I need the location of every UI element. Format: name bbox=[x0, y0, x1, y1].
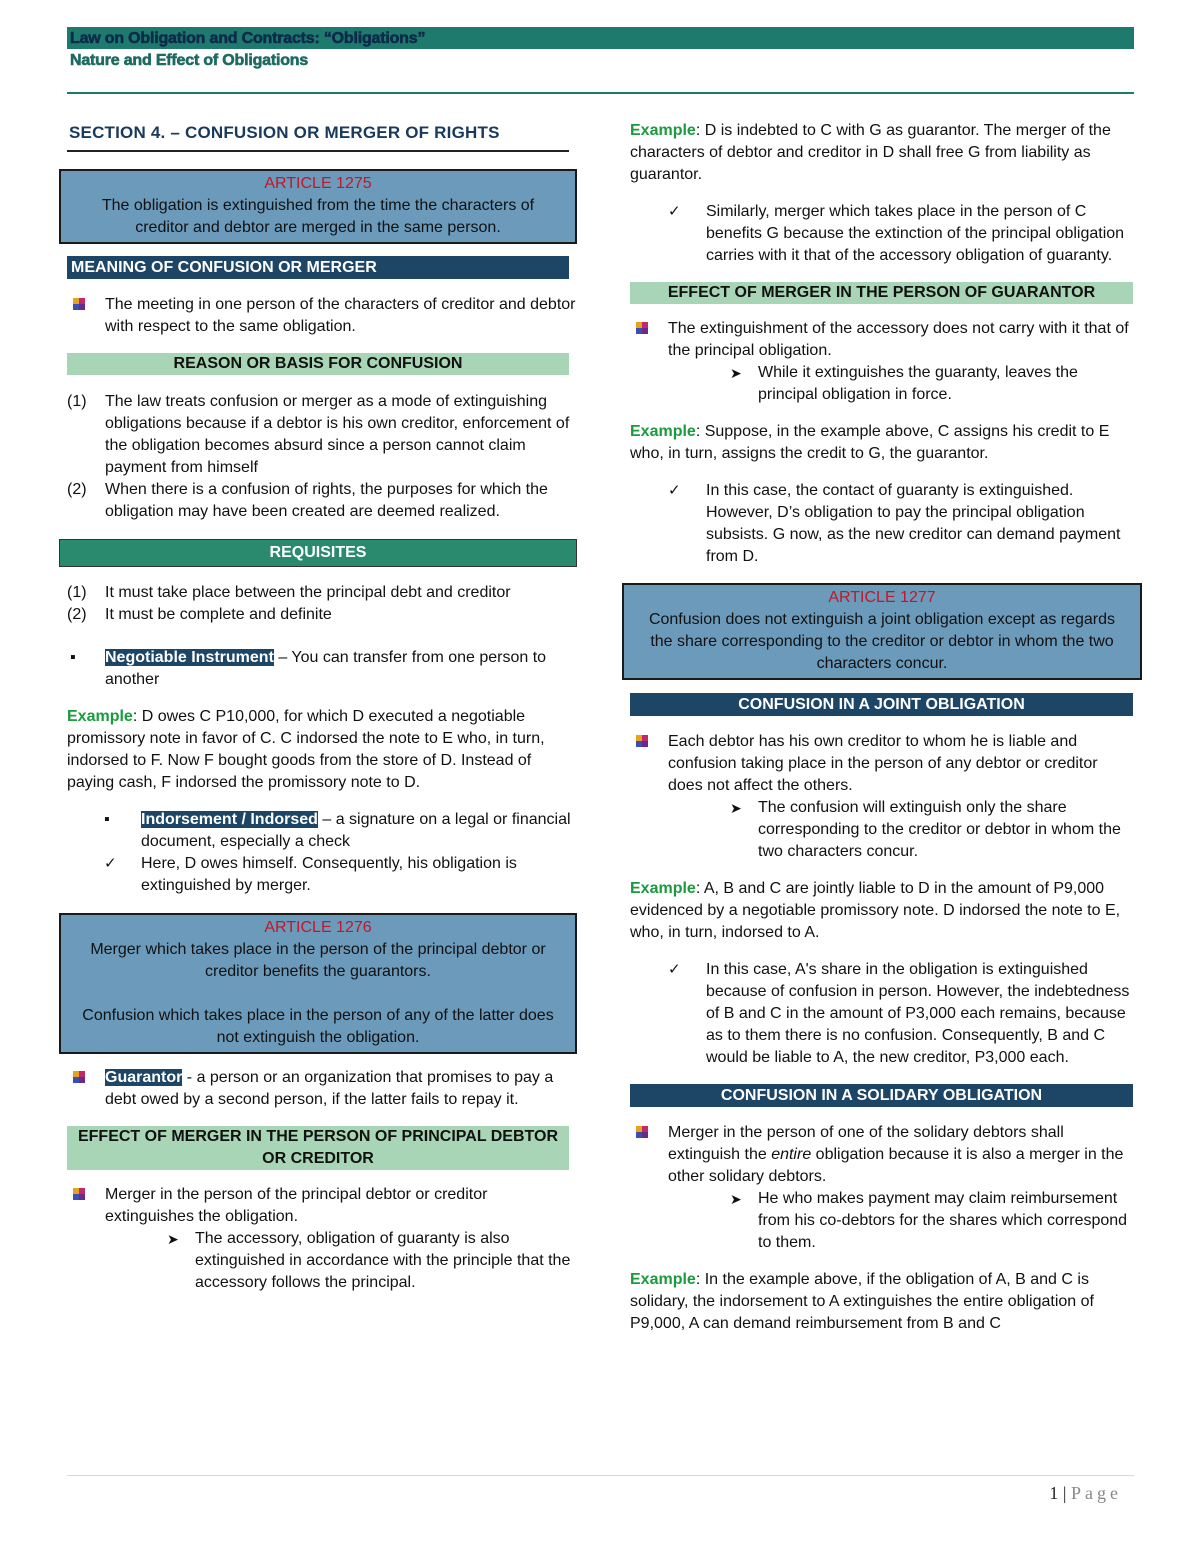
joint-heading: CONFUSION IN A JOINT OBLIGATION bbox=[630, 693, 1133, 716]
meaning-heading: MEANING OF CONFUSION OR MERGER bbox=[67, 256, 569, 279]
example-paragraph bbox=[630, 1269, 1135, 1335]
example-label: Example bbox=[630, 1271, 696, 1288]
article-text: The obligation is extinguished from the time the characters of creditor and debtor are merged in the same person. bbox=[101, 197, 535, 236]
check-text: Here, D owes himself. Consequently, his obligation is extinguished by merger. bbox=[141, 855, 517, 894]
effect-principal-heading: EFFECT OF MERGER IN THE PERSON OF PRINCIPAL DEBTOR OR CREDITOR bbox=[67, 1126, 569, 1170]
header-divider bbox=[67, 92, 1134, 94]
requisites-heading: REQUISITES bbox=[59, 539, 577, 567]
section-title: SECTION 4. – CONFUSION OR MERGER OF RIGHTS bbox=[67, 118, 569, 152]
article-label: ARTICLE 1276 bbox=[264, 919, 372, 936]
bullet-icon bbox=[67, 294, 105, 310]
right-column bbox=[630, 120, 1135, 1335]
example-label: Example bbox=[630, 122, 696, 139]
example-text: : In the example above, if the obligation of A, B and C is solidary, the indorsement to A extinguishes the entire obligation of P9,000, A can demand reimbursement from B and C bbox=[630, 1271, 1094, 1332]
bullet-icon bbox=[67, 1184, 105, 1200]
list-item bbox=[630, 480, 1135, 568]
article-1275-box bbox=[59, 169, 577, 244]
arrow-text: He who makes payment may claim reimbursement from his co-debtors for the shares which correspond to them. bbox=[758, 1190, 1128, 1251]
arrow-icon: ➤ bbox=[730, 1191, 742, 1207]
list-item bbox=[67, 809, 579, 853]
page-number: 1 bbox=[1049, 1483, 1059, 1503]
check-icon: ✓ bbox=[668, 482, 681, 499]
list-item bbox=[67, 1228, 579, 1294]
check-icon: ✓ bbox=[668, 203, 681, 220]
arrow-icon: ➤ bbox=[730, 800, 742, 816]
list-item bbox=[630, 797, 1135, 863]
arrow-text: While it extinguishes the guaranty, leaves the principal obligation in force. bbox=[758, 364, 1078, 403]
term-guarantor: Guarantor bbox=[105, 1069, 183, 1086]
check-text: Similarly, merger which takes place in the person of C benefits G because the extinction of the principal obligation carries with it that of the accessory obligation of guaranty. bbox=[706, 203, 1125, 264]
example-paragraph bbox=[67, 706, 579, 794]
document-subtitle: Nature and Effect of Obligations bbox=[70, 52, 309, 69]
term-definition: - a person or an organization that promises to pay a debt owed by a second person, if the latter fails to repay it. bbox=[105, 1069, 554, 1108]
bullet-icon bbox=[630, 1122, 668, 1138]
arrow-icon: ➤ bbox=[167, 1231, 179, 1247]
article-text: Confusion which takes place in the person of any of the latter does not extinguish the obligation. bbox=[82, 1007, 554, 1046]
reason-text: When there is a confusion of rights, the purposes for which the obligation may have been created are deemed realized. bbox=[105, 481, 548, 520]
list-item bbox=[630, 201, 1135, 267]
term-indorsement: Indorsement / Indorsed bbox=[141, 811, 318, 828]
effect-principal-text: Merger in the person of the principal debtor or creditor extinguishes the obligation. bbox=[105, 1186, 488, 1225]
list-number: (2) bbox=[67, 481, 87, 498]
article-1277-box bbox=[622, 583, 1142, 680]
list-item bbox=[67, 853, 579, 897]
check-icon: ✓ bbox=[104, 855, 117, 872]
square-bullet-icon: ▪ bbox=[104, 811, 110, 828]
requisite-text: It must be complete and definite bbox=[105, 606, 332, 623]
footer-separator: | bbox=[1058, 1483, 1071, 1503]
list-item bbox=[67, 1067, 579, 1111]
list-item bbox=[67, 1184, 579, 1228]
list-item bbox=[67, 604, 579, 626]
footer-divider bbox=[67, 1475, 1134, 1476]
example-text: : Suppose, in the example above, C assigns his credit to E who, in turn, assigns the credit to G, the guarantor. bbox=[630, 423, 1110, 462]
example-label: Example bbox=[67, 708, 133, 725]
arrow-text: The accessory, obligation of guaranty is also extinguished in accordance with the principle that the accessory follows the principal. bbox=[195, 1230, 571, 1291]
list-number: (1) bbox=[67, 393, 87, 410]
list-item bbox=[630, 731, 1135, 797]
list-item bbox=[630, 1188, 1135, 1254]
solidary-heading: CONFUSION IN A SOLIDARY OBLIGATION bbox=[630, 1084, 1133, 1107]
page-footer bbox=[1049, 1482, 1122, 1504]
list-item bbox=[67, 582, 579, 604]
example-text: : A, B and C are jointly liable to D in the amount of P9,000 evidenced by a negotiable promissory note. D indorsed the note to E, who, in turn, indorsed to A. bbox=[630, 880, 1121, 941]
term-negotiable-instrument: Negotiable Instrument bbox=[105, 649, 274, 666]
check-text: In this case, A's share in the obligation is extinguished because of confusion in person. However, the indebtedness of B and C in the amount of P3,000 each remains, because as to them there is no confusion. Consequently, B and C would be liable to A, the new creditor, P3,000 each. bbox=[706, 961, 1130, 1066]
list-item bbox=[67, 391, 579, 479]
check-icon: ✓ bbox=[668, 961, 681, 978]
bullet-icon bbox=[630, 731, 668, 747]
list-item bbox=[630, 959, 1135, 1069]
effect-guarantor-heading: EFFECT OF MERGER IN THE PERSON OF GUARANTOR bbox=[630, 282, 1133, 304]
list-item bbox=[67, 647, 579, 691]
list-item bbox=[67, 479, 579, 523]
requisite-text: It must take place between the principal debt and creditor bbox=[105, 584, 511, 601]
example-label: Example bbox=[630, 423, 696, 440]
article-text: Confusion does not extinguish a joint obligation except as regards the share corresponding to the creditor or debtor in whom the two characters concur. bbox=[648, 611, 1116, 672]
example-paragraph bbox=[630, 878, 1135, 944]
solidary-text: Merger in the person of one of the solidary debtors shall extinguish the entire obligation because it is also a merger in the other solidary debtors. bbox=[668, 1124, 1124, 1185]
article-label: ARTICLE 1275 bbox=[264, 175, 372, 192]
term-definition: – You can transfer from one person to another bbox=[105, 649, 547, 688]
reason-text: The law treats confusion or merger as a mode of extinguishing obligations because if a debtor is his own creditor, enforcement of the obligation becomes absurd since a person cannot claim payment from himself bbox=[105, 393, 570, 476]
meaning-text: The meeting in one person of the characters of creditor and debtor with respect to the same obligation. bbox=[105, 296, 576, 335]
reason-heading: REASON OR BASIS FOR CONFUSION bbox=[67, 353, 569, 375]
article-label: ARTICLE 1277 bbox=[828, 589, 936, 606]
example-text: : D owes C P10,000, for which D executed a negotiable promissory note in favor of C. C indorsed the note to E who, in turn, indorsed to F. Now F bought goods from the store of D. Instead of paying cash, F indorsed the promissory note to D. bbox=[67, 708, 545, 791]
example-paragraph bbox=[630, 421, 1135, 465]
square-bullet-icon: ▪ bbox=[70, 649, 76, 666]
list-item bbox=[630, 318, 1135, 362]
list-number: (2) bbox=[67, 606, 87, 623]
left-column bbox=[67, 118, 579, 1294]
list-number: (1) bbox=[67, 584, 87, 601]
page-label: Page bbox=[1071, 1483, 1122, 1503]
example-text: : D is indebted to C with G as guarantor. The merger of the characters of debtor and creditor in D shall free G from liability as guarantor. bbox=[630, 122, 1111, 183]
example-paragraph bbox=[630, 120, 1135, 186]
example-label: Example bbox=[630, 880, 696, 897]
article-1276-box bbox=[59, 913, 577, 1054]
document-title: Law on Obligation and Contracts: “Obligations” bbox=[70, 30, 426, 47]
check-text: In this case, the contact of guaranty is extinguished. However, D’s obligation to pay the principal obligation subsists. G now, as the new creditor can demand payment from D. bbox=[706, 482, 1121, 565]
effect-guarantor-text: The extinguishment of the accessory does not carry with it that of the principal obligation. bbox=[668, 320, 1129, 359]
arrow-text: The confusion will extinguish only the share corresponding to the creditor or debtor in whom the two characters concur. bbox=[758, 799, 1121, 860]
article-text: Merger which takes place in the person of the principal debtor or creditor benefits the guarantors. bbox=[90, 941, 546, 980]
bullet-icon bbox=[67, 1067, 105, 1083]
term-definition: – a signature on a legal or financial document, especially a check bbox=[141, 811, 571, 850]
joint-text: Each debtor has his own creditor to whom he is liable and confusion taking place in the person of any debtor or creditor does not affect the others. bbox=[668, 733, 1098, 794]
list-item bbox=[67, 294, 579, 338]
list-item bbox=[630, 362, 1135, 406]
bullet-icon bbox=[630, 318, 668, 334]
arrow-icon: ➤ bbox=[730, 365, 742, 381]
list-item bbox=[630, 1122, 1135, 1188]
